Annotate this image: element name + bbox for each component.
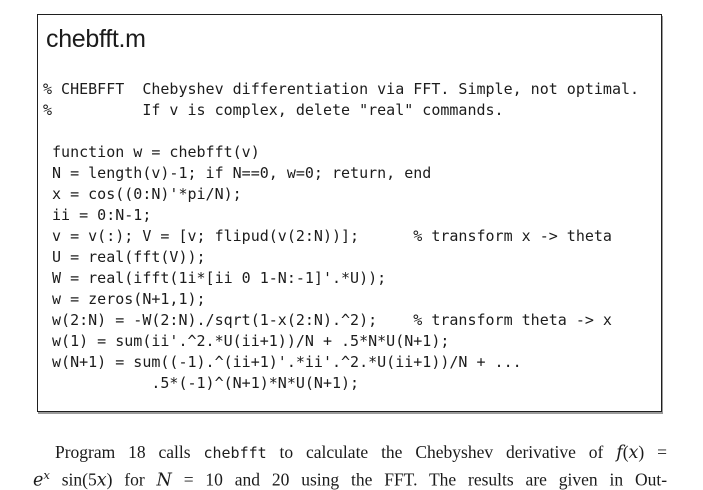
code-line: % CHEBFFT Chebyshev differentiation via FFT. Simple, not optimal.	[43, 80, 640, 98]
text-segment: Program 18 calls	[55, 442, 204, 462]
code-line: w = zeros(N+1,1);	[43, 290, 206, 308]
program-listing-box	[37, 14, 662, 412]
paragraph-line	[33, 441, 667, 464]
body-paragraph	[33, 441, 668, 490]
text-segment: f	[616, 443, 623, 463]
code-line: ii = 0:N-1;	[43, 206, 152, 224]
code-line: U = real(fft(V));	[43, 248, 206, 266]
code-line: w(N+1) = sum((-1).^(ii+1)'.*ii'.^2.*U(ii+1))/N + ...	[43, 353, 522, 371]
code-line: w(2:N) = -W(2:N)./sqrt(1-x(2:N).^2); % transform theta -> x	[43, 311, 612, 329]
code-line: N = length(v)-1; if N==0, w=0; return, end	[43, 164, 432, 182]
text-segment: x	[96, 470, 107, 490]
code-line: x = cos((0:N)'*pi/N);	[43, 185, 242, 203]
text-segment: (	[622, 442, 629, 462]
inline-code: chebfft	[203, 444, 267, 462]
code-line: % If v is complex, delete "real" commands.	[43, 101, 504, 119]
code-line	[43, 121, 658, 142]
text-segment: sin(5	[49, 469, 97, 490]
text-segment: to calculate the Chebyshev derivative of	[266, 442, 617, 462]
text-segment: x	[43, 468, 50, 482]
code-line: W = real(ifft(1i*[ii 0 1-N:-1]'.*U));	[43, 269, 387, 287]
text-segment: ) =	[638, 442, 667, 462]
text-segment: e	[33, 470, 44, 490]
paragraph-line	[33, 464, 668, 490]
code-block	[43, 79, 658, 394]
text-segment: ) for	[106, 469, 157, 490]
text-segment: N	[156, 470, 172, 490]
code-line: v = v(:); V = [v; flipud(v(2:N))]; % transform x -> theta	[43, 227, 612, 245]
text-segment: x	[628, 443, 639, 463]
program-filename: chebfft.m	[46, 25, 146, 53]
code-line: .5*(-1)^(N+1)*N*U(N+1);	[43, 374, 360, 392]
code-line: function w = chebfft(v)	[43, 143, 260, 161]
text-segment: = 10 and 20 using the FFT. The results are given in Out-	[171, 469, 668, 490]
code-line: w(1) = sum(ii'.^2.*U(ii+1))/N + .5*N*U(N+1);	[43, 332, 450, 350]
